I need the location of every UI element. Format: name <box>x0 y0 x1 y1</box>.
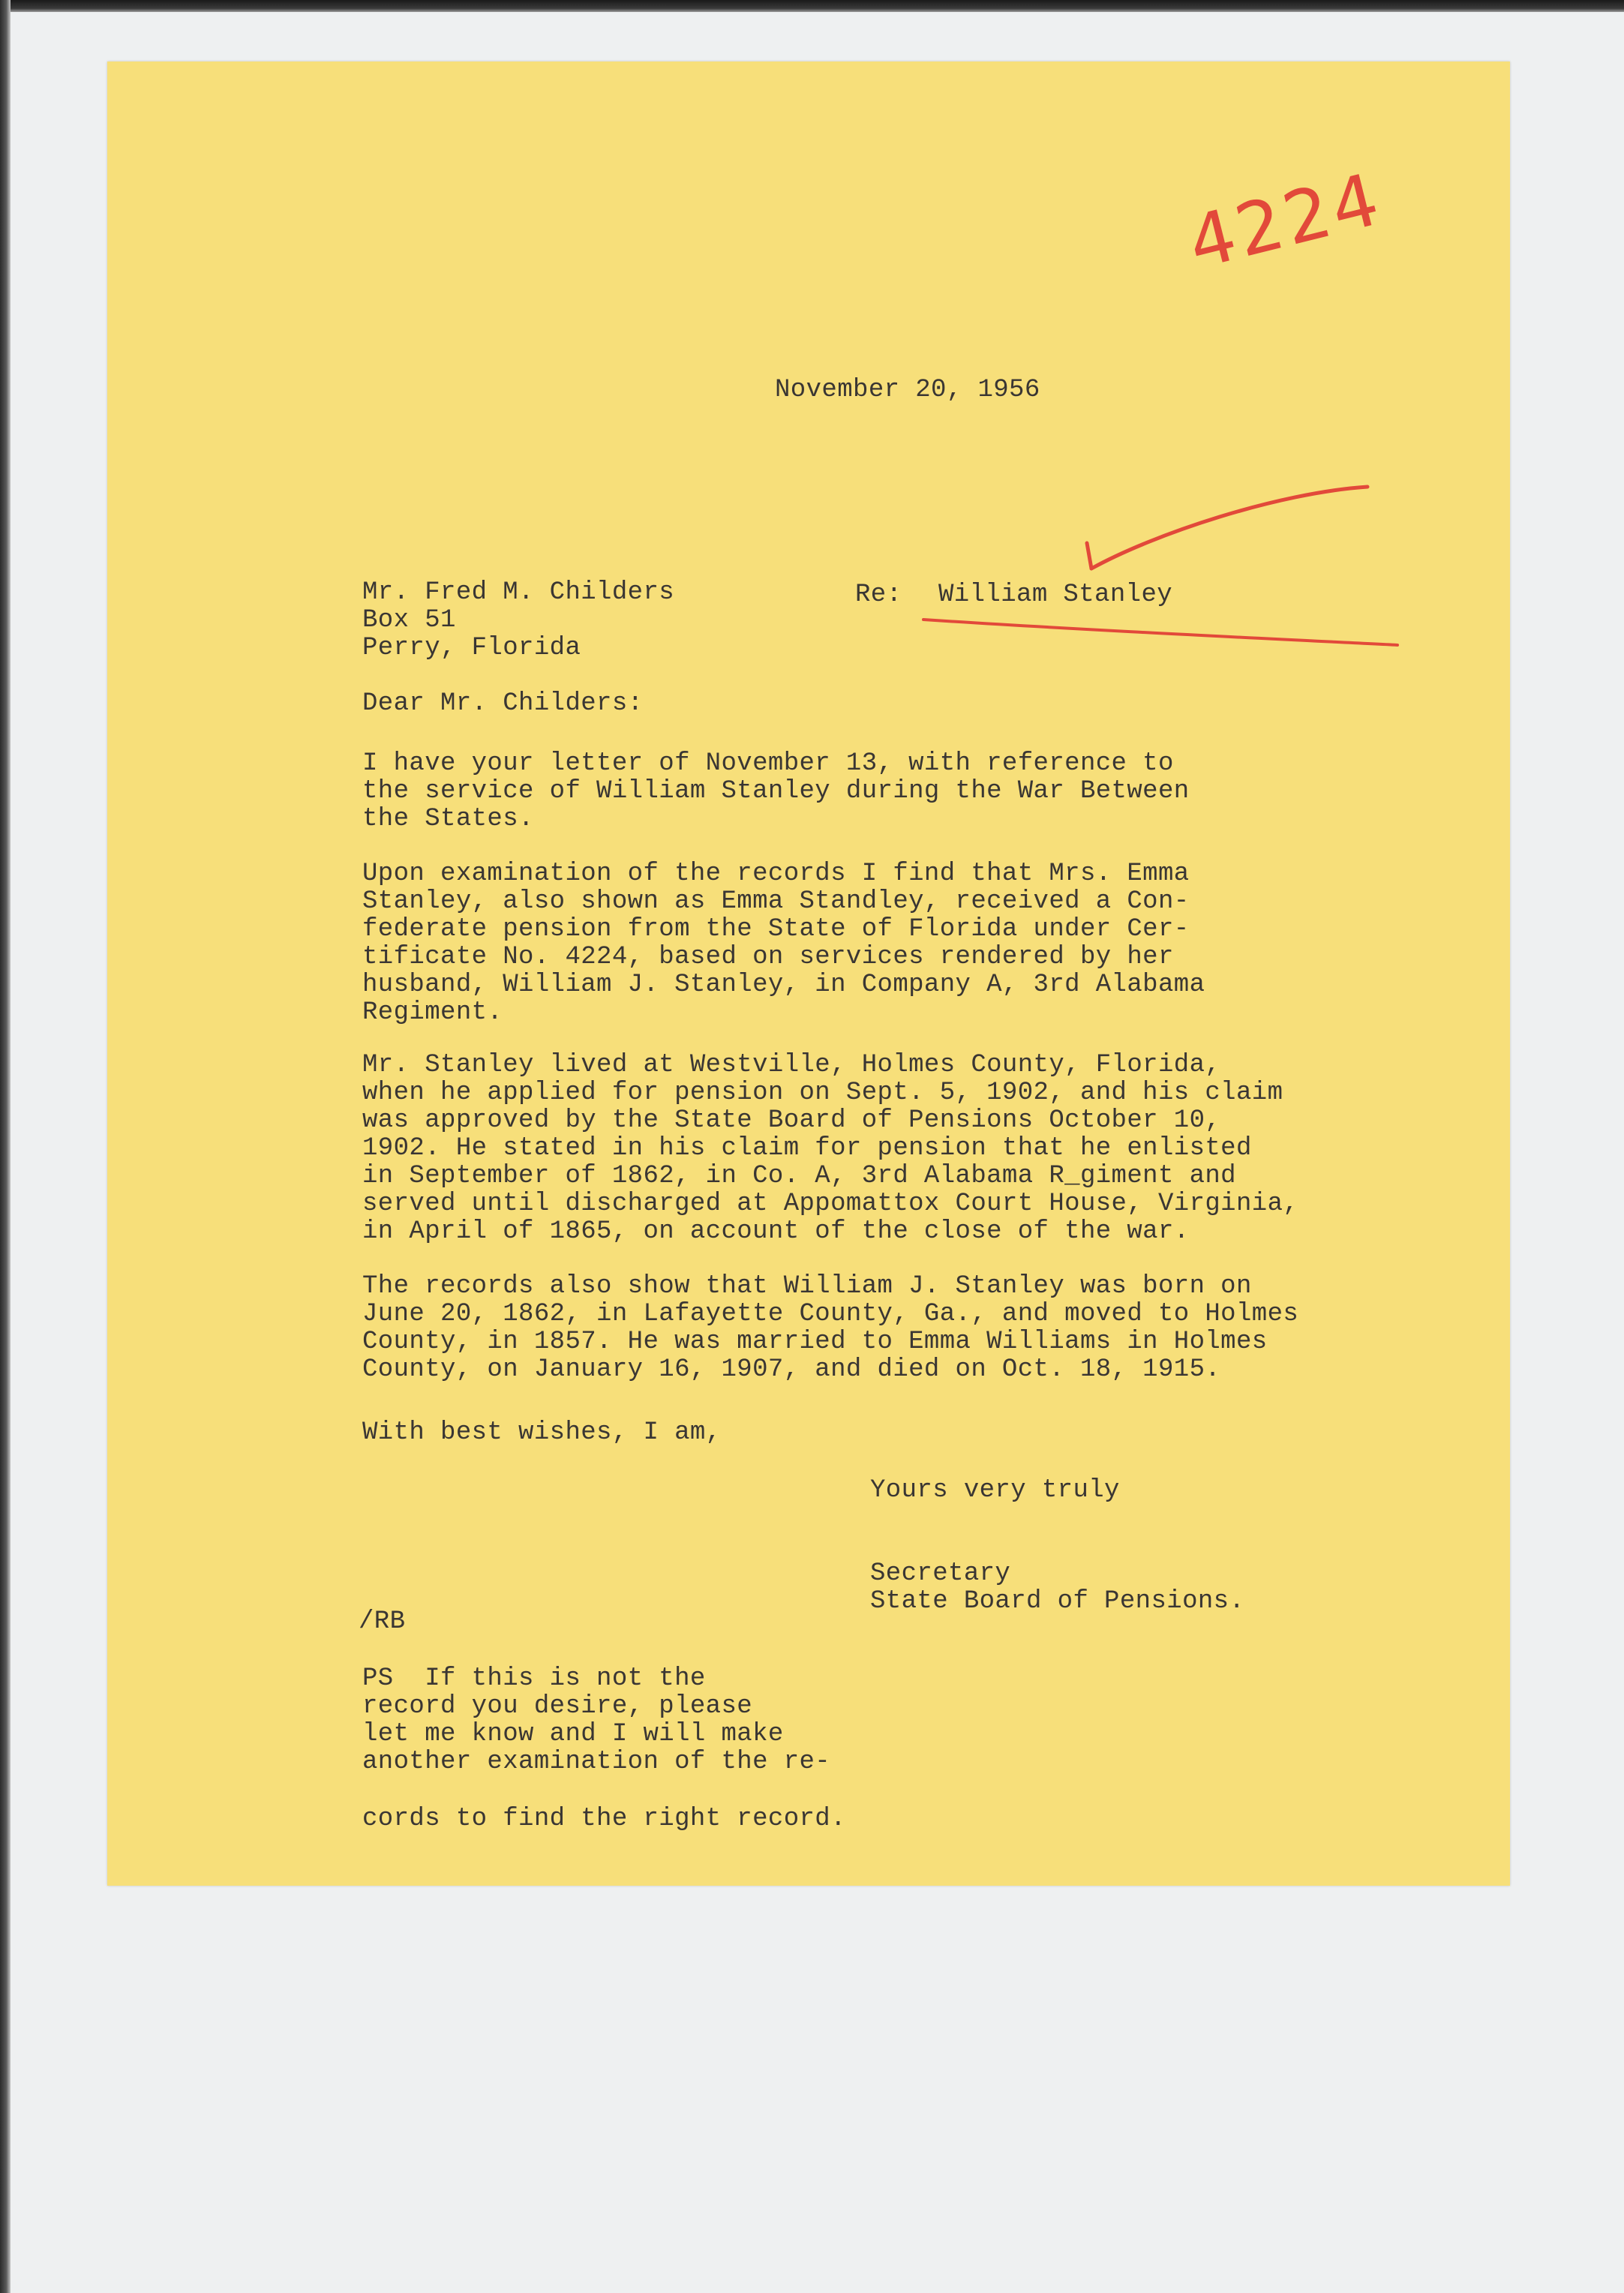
paragraph-line: Regiment. <box>362 998 503 1027</box>
body-paragraph-4 <box>362 1273 1298 1384</box>
paragraph-line: federate pension from the State of Florida under Cer- <box>362 915 1190 944</box>
typist-initials: /RB <box>359 1607 406 1636</box>
paragraph-line: June 20, 1862, in Lafayette County, Ga., and moved to Holmes <box>362 1300 1299 1328</box>
paragraph-line: I have your letter of November 13, with reference to <box>362 749 1174 778</box>
paragraph-line: when he applied for pension on Sept. 5, 1902, and his claim <box>362 1079 1283 1107</box>
signature-organization: State Board of Pensions. <box>870 1587 1245 1616</box>
paragraph-line: Upon examination of the records I find that Mrs. Emma <box>362 860 1190 888</box>
paragraph-line: in September of 1862, in Co. A, 3rd Alabama R_giment and <box>362 1162 1236 1190</box>
recipient-name: Mr. Fred M. Childers <box>362 578 675 607</box>
paragraph-line: Stanley, also shown as Emma Standley, received a Con- <box>362 887 1190 916</box>
paragraph-line: tificate No. 4224, based on services rendered by her <box>362 943 1174 971</box>
paragraph-line: 1902. He stated in his claim for pension that he enlisted <box>362 1134 1252 1163</box>
paragraph-line: the States. <box>362 805 534 833</box>
salutation: Dear Mr. Childers: <box>362 689 644 718</box>
signature-block <box>870 1560 1244 1616</box>
body-paragraph-2 <box>362 860 1205 1027</box>
red-check-mark <box>1091 487 1367 569</box>
re-subject: William Stanley <box>938 581 1173 609</box>
body-paragraph-1 <box>362 750 1190 833</box>
body-paragraph-3 <box>362 1052 1298 1246</box>
paragraph-line: served until discharged at Appomattox Court House, Virginia, <box>362 1190 1299 1218</box>
closing-line: With best wishes, I am, <box>362 1418 722 1447</box>
paragraph-line: County, in 1857. He was married to Emma Williams in Holmes <box>362 1328 1268 1356</box>
paragraph-line: the service of William Stanley during the War Between <box>362 777 1190 806</box>
paragraph-line: County, on January 16, 1907, and died on Oct. 18, 1915. <box>362 1355 1221 1384</box>
paragraph-line: husband, William J. Stanley, in Company A, 3rd Alabama <box>362 971 1205 999</box>
paragraph-line: in April of 1865, on account of the close of the war. <box>362 1217 1190 1246</box>
red-underline <box>923 620 1397 645</box>
recipient-box: Box 51 <box>362 606 456 635</box>
postscript <box>362 1665 830 1776</box>
scanner-left-edge <box>0 0 11 2293</box>
complimentary-close: Yours very truly <box>870 1476 1120 1505</box>
paragraph-line: was approved by the State Board of Pensions October 10, <box>362 1106 1221 1135</box>
re-label: Re: <box>855 581 902 609</box>
postscript-line: PS If this is not the <box>362 1664 706 1693</box>
paragraph-line: Mr. Stanley lived at Westville, Holmes County, Florida, <box>362 1051 1221 1079</box>
postscript-line: let me know and I will make <box>362 1720 784 1748</box>
recipient-city: Perry, Florida <box>362 634 581 662</box>
signature-title: Secretary <box>870 1559 1011 1588</box>
postscript-line: another examination of the re- <box>362 1748 831 1776</box>
paragraph-line: The records also show that William J. Stanley was born on <box>362 1272 1252 1301</box>
postscript-last-line: cords to find the right record. <box>362 1805 846 1833</box>
postscript-line: record you desire, please <box>362 1692 753 1721</box>
scanner-top-edge <box>0 0 1624 12</box>
letter-page <box>107 62 1510 1886</box>
letter-date: November 20, 1956 <box>775 376 1040 404</box>
handwritten-file-number: 4224 <box>1180 157 1390 286</box>
